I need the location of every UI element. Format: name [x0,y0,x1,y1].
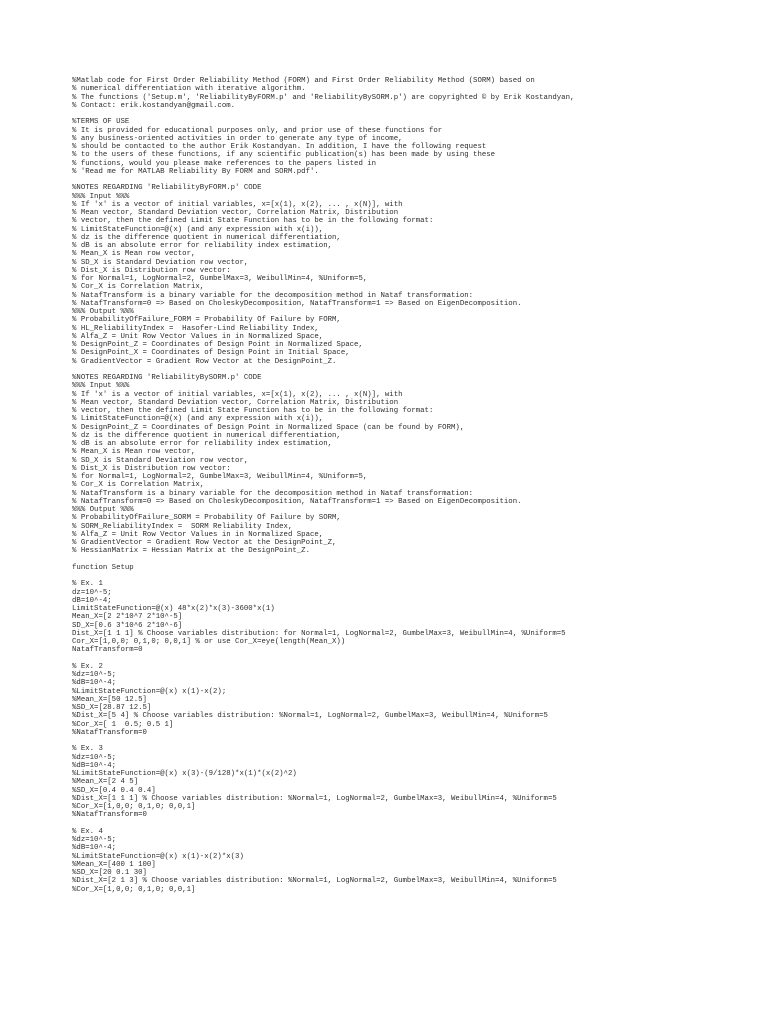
code-line: %Matlab code for First Order Reliability Method (FORM) and First Order Reliability Method (SORM) based on [72,77,535,85]
code-line: %Dist_X=[5 4] % Choose variables distribution: %Normal=1, LogNormal=2, GumbelMax=3, WeibullMin=4, %Uniform=5 [72,712,548,721]
code-line: %Dist_X=[2 1 3] % Choose variables distribution: %Normal=1, LogNormal=2, GumbelMax=3, WeibullMin=4, %Uniform=5 [72,877,557,886]
code-line: Cor_X=[1,0,0; 0,1,0; 0,0,1] % or use Cor_X=eye(length(Mean_X)) [72,638,346,646]
code-line: %Mean_X=[2 4 5] [72,778,139,787]
code-line: Dist_X=[1 1 1] % Choose variables distribution: for Normal=1, LogNormal=2, GumbelMax=3, WeibullMin=4, %Uniform=5 [72,629,566,638]
code-line: % vector, then the defined Limit State Function has to be in the following format: [72,407,434,415]
code-line: %LimitStateFunction=@(x) x(3)-(9/128)*x(1)*(x(2)^2) [72,770,297,778]
code-line: % Contact: erik.kostandyan@gmail.com. [72,101,236,110]
code-line: LimitStateFunction=@(x) 48*x(2)*x(3)-3600*x(1) [72,605,275,613]
code-line: % ProbabilityOfFailure_FORM = Probability Of Failure by FORM, [72,316,341,325]
code-line: % Ex. 4 [72,827,103,836]
code-line: %dB=10^-4; [72,844,117,853]
code-line: %NatafTransform=0 [72,811,147,820]
code-line: % LimitStateFunction=@(x) (and any expression with x(i)), [72,415,324,424]
code-line: % dB is an absolute error for reliability index estimation, [72,242,333,250]
code-line: %%% Input %%% [72,192,130,201]
code-line: % It is provided for educational purposes only, and prior use of these functions for [72,126,443,135]
code-line: % for Normal=1, LogNormal=2, GumbelMax=3, WeibullMin=4, %Uniform=5, [72,473,368,481]
code-line: %%% Input %%% [72,382,130,391]
code-line: %Cor_X=[1,0,0; 0,1,0; 0,0,1] [72,885,196,894]
code-line: % SD_X is Standard Deviation row vector, [72,456,249,465]
code-line: % If 'x' is a vector of initial variables, x=[x(1), x(2), ... , x(N)], with [72,200,403,209]
code-line: % functions, would you please make references to the papers listed in [72,159,377,168]
code-line: % dz is the difference quotient in numerical differentiation, [72,233,341,242]
code-line: %NOTES REGARDING 'ReliabilityByFORM.p' CODE [72,184,262,193]
code-line [72,820,752,828]
code-line: %LimitStateFunction=@(x) x(1)-x(2); [72,687,227,696]
code-line: dz=10^-5; [72,588,112,597]
code-line: % DesignPoint_Z = Coordinates of Design Point in Normalized Space, [72,341,363,349]
code-line: % should be contacted to the author Erik Kostandyan. In addition, I have the following request [72,143,487,151]
code-line: NatafTransform=0 [72,646,143,655]
code-line: %%% Output %%% [72,506,134,514]
code-line: Mean_X=[2 2*10^7 2*10^-5] [72,613,183,622]
code-line: %TERMS OF USE [72,118,130,127]
code-line: % numerical differentiation with iterative algorithm. [72,85,306,94]
code-line: %dz=10^-5; [72,671,117,679]
code-line: % Dist_X is Distribution row vector: [72,464,231,473]
code-line: %dz=10^-5; [72,836,117,844]
code-line: % If 'x' is a vector of initial variables, x=[x(1), x(2), ... , x(N)], with [72,390,403,399]
code-line: % ProbabilityOfFailure_SORM = Probability Of Failure by SORM, [72,514,341,523]
code-line: % SD_X is Standard Deviation row vector, [72,258,249,267]
code-line: % Cor_X is Correlation Matrix, [72,283,205,292]
code-line: %dz=10^-5; [72,753,117,762]
code-line: %Cor_X=[1,0,0; 0,1,0; 0,0,1] [72,803,196,811]
code-line [72,110,752,118]
code-line: % vector, then the defined Limit State Function has to be in the following format: [72,217,434,226]
code-line: % Mean vector, Standard Deviation vector, Correlation Matrix, Distribution [72,398,399,407]
code-line: %NatafTransform=0 [72,728,147,737]
code-line [72,176,752,184]
code-line: % dB is an absolute error for reliability index estimation, [72,440,333,448]
code-line: % Dist_X is Distribution row vector: [72,266,231,275]
code-line: % Mean_X is Mean row vector, [72,448,196,457]
code-line: %NOTES REGARDING 'ReliabilityBySORM.p' CODE [72,374,262,382]
code-line: %SD_X=[0.4 0.4 0.4] [72,786,156,795]
code-line: % any business-oriented activities in order to generate any type of income, [72,134,403,143]
code-line: % dz is the difference quotient in numerical differentiation, [72,431,341,440]
code-line [72,556,752,564]
code-line: %Mean_X=[400 1 100] [72,860,156,869]
code-line: %dB=10^-4; [72,761,117,770]
matlab-code-listing [72,77,752,894]
code-line: % Ex. 3 [72,745,103,754]
code-line: %Dist_X=[1 1 1] % Choose variables distribution: %Normal=1, LogNormal=2, GumbelMax=3, WeibullMin=4, %Uniform=5 [72,794,557,803]
code-line: % SORM_ReliabilityIndex = SORM Reliability Index, [72,522,293,531]
code-line: % Cor_X is Correlation Matrix, [72,481,205,490]
code-line: % Alfa_Z = Unit Row Vector Values in in Normalized Space, [72,530,324,539]
code-line [72,655,752,663]
code-line [72,737,752,745]
code-line: dB=10^-4; [72,596,112,605]
code-line: % Alfa_Z = Unit Row Vector Values in in Normalized Space, [72,332,324,341]
code-line: % Mean_X is Mean row vector, [72,250,196,259]
code-line: %SD_X=[20 0.1 30] [72,869,147,877]
code-line: % NatafTransform=0 => Based on CholeskyDecomposition, NatafTransform=1 => Based on EigenDecomposition. [72,299,522,308]
code-line: % GradientVector = Gradient Row Vector at the DesignPoint_Z. [72,357,337,366]
code-line: % Ex. 2 [72,662,103,671]
code-line [72,366,752,374]
code-line: % HessianMatrix = Hessian Matrix at the DesignPoint_Z. [72,547,310,556]
code-line: % DesignPoint_Z = Coordinates of Design Point in Normalized Space (can be found by FORM), [72,423,465,432]
code-line: % The functions ('Setup.m', 'ReliabilityByFORM.p' and 'ReliabilityBySORM.p') are copyrighted © by Erik Kostandyan, [72,93,575,102]
code-line: function Setup [72,563,134,572]
code-line: % for Normal=1, LogNormal=2, GumbelMax=3, WeibullMin=4, %Uniform=5, [72,275,368,283]
code-line: %%% Output %%% [72,308,134,316]
code-line: %Cor_X=[ 1 0.5; 0.5 1] [72,720,174,729]
code-line: %LimitStateFunction=@(x) x(1)-x(2)*x(3) [72,852,244,861]
code-line: % NatafTransform=0 => Based on CholeskyDecomposition, NatafTransform=1 => Based on EigenDecomposition. [72,497,522,506]
code-line: % DesignPoint_X = Coordinates of Design Point in Initial Space, [72,349,350,358]
code-line: % Ex. 1 [72,580,103,589]
code-line: SD_X=[0.6 3*10^6 2*10^-6] [72,621,183,630]
code-line: %SD_X=[28.87 12.5] [72,704,152,712]
code-line: % NatafTransform is a binary variable for the decomposition method in Nataf transformation: [72,291,474,300]
code-line: % HL_ReliabilityIndex = Hasofer-Lind Reliability Index, [72,324,319,333]
code-line: % 'Read me for MATLAB Reliability By FORM and SORM.pdf'. [72,167,319,176]
code-line: % to the users of these functions, if any scientific publication(s) has been made by using these [72,151,496,160]
code-line: %dB=10^-4; [72,679,117,688]
code-line [72,572,752,580]
code-line: %Mean_X=[50 12.5] [72,695,147,704]
code-line: % LimitStateFunction=@(x) (and any expression with x(i)), [72,225,324,234]
code-line: % GradientVector = Gradient Row Vector at the DesignPoint_Z, [72,539,337,547]
code-line: % NatafTransform is a binary variable for the decomposition method in Nataf transformation: [72,489,474,498]
code-line: % Mean vector, Standard Deviation vector, Correlation Matrix, Distribution [72,209,399,217]
